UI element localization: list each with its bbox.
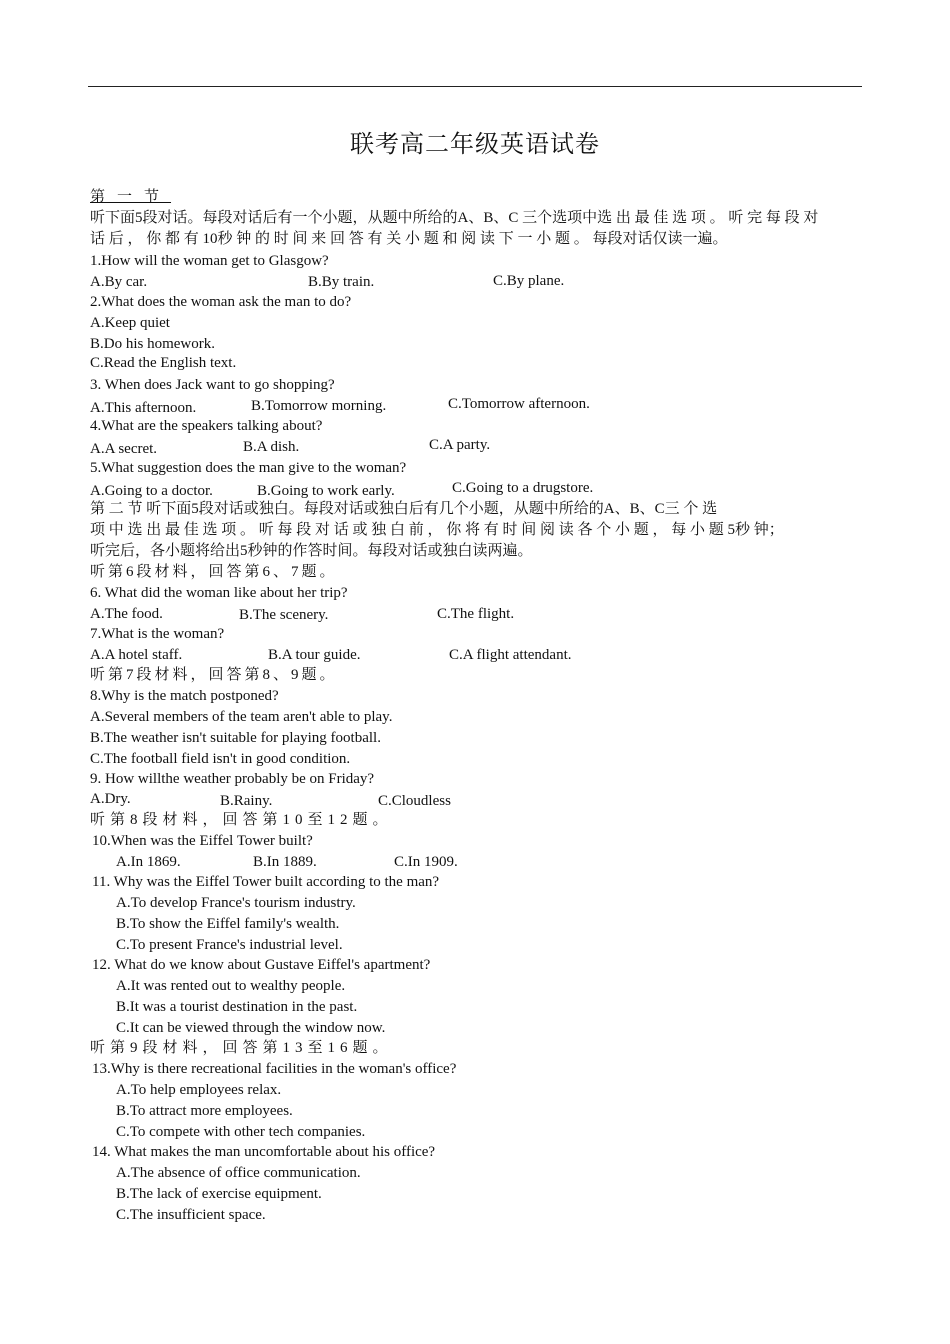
- question-9-stem: 9. How willthe weather probably be on Friday?: [90, 771, 375, 787]
- question-1-stem: 1.How will the woman get to Glasgow?: [90, 253, 329, 269]
- question-6-option-c: C.The flight.: [437, 606, 515, 622]
- question-10-option-c: C.In 1909.: [394, 854, 458, 870]
- question-5-option-a: A.Going to a doctor.: [90, 483, 213, 499]
- question-14-option-c: C.The insufficient space.: [116, 1207, 266, 1223]
- question-13-stem: 13.Why is there recreational facilities in the woman's office?: [92, 1061, 457, 1077]
- question-2-option-b: B.Do his homework.: [90, 336, 215, 352]
- page-title: 联考高二年级英语试卷: [350, 132, 600, 158]
- question-8-option-b: B.The weather isn't suitable for playing football.: [90, 730, 381, 746]
- section2-instruction-line2: 项 中 选 出 最 佳 选 项 。 听 每 段 对 话 或 独 白 前 ， 你 将 有 时 间 阅 读 各 个 小 题 ， 每 小 题 5秒 钟；: [90, 522, 784, 538]
- question-7-option-b: B.A tour guide.: [268, 647, 361, 663]
- question-6-stem: 6. What did the woman like about her trip?: [90, 585, 348, 601]
- question-12-option-a: A.It was rented out to wealthy people.: [116, 978, 346, 994]
- question-4-option-a: A.A secret.: [90, 441, 158, 457]
- question-11-option-b: B.To show the Eiffel family's wealth.: [116, 916, 340, 932]
- question-1-option-c: C.By plane.: [493, 273, 565, 289]
- question-4-option-b: B.A dish.: [243, 439, 300, 455]
- question-14-option-a: A.The absence of office communication.: [116, 1165, 361, 1181]
- question-3-stem: 3. When does Jack want to go shopping?: [90, 377, 335, 393]
- section1-heading: 第一节: [90, 189, 172, 205]
- question-6-option-b: B.The scenery.: [239, 607, 329, 623]
- material-7-heading: 听第7段材料，回答第8、9题。: [90, 667, 338, 683]
- header-rule: [88, 86, 862, 87]
- question-1-option-b: B.By train.: [308, 274, 375, 290]
- question-10-option-b: B.In 1889.: [253, 854, 317, 870]
- question-9-option-b: B.Rainy.: [220, 793, 273, 809]
- question-11-option-a: A.To develop France's tourism industry.: [116, 895, 356, 911]
- question-3-option-b: B.Tomorrow morning.: [251, 398, 387, 414]
- question-10-stem: 10.When was the Eiffel Tower built?: [92, 833, 313, 849]
- question-14-stem: 14. What makes the man uncomfortable about his office?: [92, 1144, 436, 1160]
- question-11-option-c: C.To present France's industrial level.: [116, 937, 343, 953]
- question-12-option-b: B.It was a tourist destination in the past.: [116, 999, 358, 1015]
- question-8-stem: 8.Why is the match postponed?: [90, 688, 279, 704]
- section2-instruction-line1: 第 二 节 听下面5段对话或独白。每段对话或独白后有几个小题，从题中所给的A、B、C三 个 选: [90, 501, 718, 517]
- question-6-option-a: A.The food.: [90, 606, 163, 622]
- section2-instruction-line3: 听完后，各小题将给出5秒钟的作答时间。每段对话或独白读两遍。: [90, 543, 533, 559]
- question-8-option-a: A.Several members of the team aren't able to play.: [90, 709, 393, 725]
- question-8-option-c: C.The football field isn't in good condition.: [90, 751, 351, 767]
- question-4-stem: 4.What are the speakers talking about?: [90, 418, 323, 434]
- question-7-option-a: A.A hotel staff.: [90, 647, 183, 663]
- question-10-option-a: A.In 1869.: [116, 854, 181, 870]
- question-5-stem: 5.What suggestion does the man give to the woman?: [90, 460, 407, 476]
- question-9-option-c: C.Cloudless: [378, 793, 451, 809]
- question-5-option-b: B.Going to work early.: [257, 483, 395, 499]
- material-8-heading: 听第8段材料，回答第10至12题。: [90, 812, 393, 828]
- section1-instruction-line2: 话 后 ， 你 都 有 10秒 钟 的 时 间 来 回 答 有 关 小 题 和 阅 读 下 一 小 题 。 每段对话仅读一遍。: [90, 231, 728, 247]
- question-12-option-c: C.It can be viewed through the window now.: [116, 1020, 386, 1036]
- question-13-option-b: B.To attract more employees.: [116, 1103, 293, 1119]
- material-9-heading: 听第9段材料，回答第13至16题。: [90, 1040, 393, 1056]
- question-14-option-b: B.The lack of exercise equipment.: [116, 1186, 322, 1202]
- section1-instruction-line1: 听下面5段对话。每段对话后有一个小题，从题中所给的A、B、C 三个选项中选 出 最 佳 选 项 。 听 完 每 段 对: [90, 210, 819, 226]
- question-13-option-c: C.To compete with other tech companies.: [116, 1124, 366, 1140]
- question-5-option-c: C.Going to a drugstore.: [452, 480, 594, 496]
- question-11-stem: 11. Why was the Eiffel Tower built according to the man?: [92, 874, 440, 890]
- question-2-stem: 2.What does the woman ask the man to do?: [90, 294, 352, 310]
- material-6-heading: 听第6段材料，回答第6、7题。: [90, 564, 338, 580]
- question-12-stem: 12. What do we know about Gustave Eiffel's apartment?: [92, 957, 431, 973]
- question-3-option-a: A.This afternoon.: [90, 400, 197, 416]
- question-1-option-a: A.By car.: [90, 274, 148, 290]
- question-2-option-c: C.Read the English text.: [90, 355, 237, 371]
- question-4-option-c: C.A party.: [429, 437, 491, 453]
- question-2-option-a: A.Keep quiet: [90, 315, 170, 331]
- question-9-option-a: A.Dry.: [90, 791, 131, 807]
- question-3-option-c: C.Tomorrow afternoon.: [448, 396, 590, 412]
- question-7-stem: 7.What is the woman?: [90, 626, 225, 642]
- question-7-option-c: C.A flight attendant.: [449, 647, 572, 663]
- question-13-option-a: A.To help employees relax.: [116, 1082, 282, 1098]
